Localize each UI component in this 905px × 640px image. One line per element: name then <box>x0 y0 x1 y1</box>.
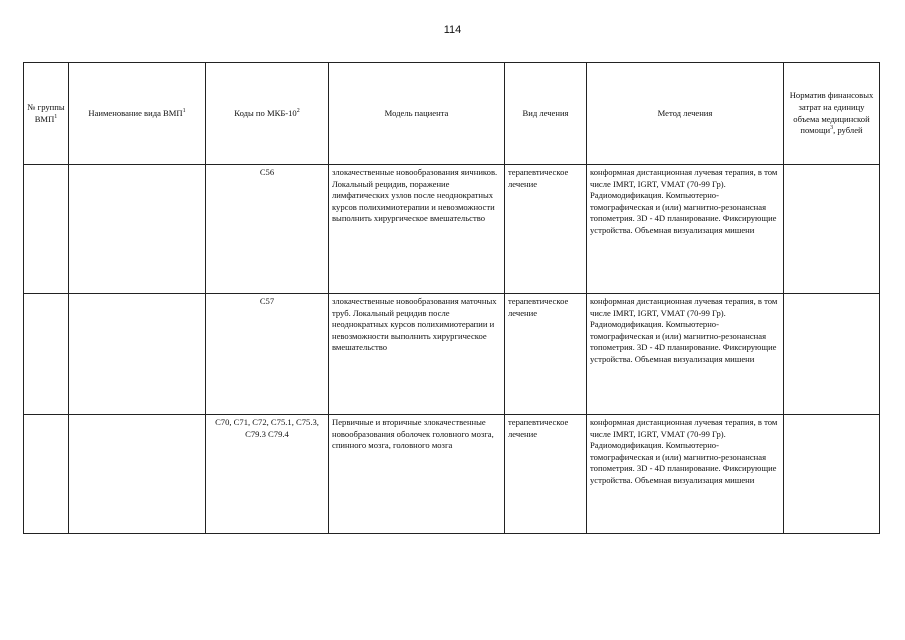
header-group-no: № группы ВМП$^1$ <box>24 63 69 165</box>
cell-treatment-type: терапевтическое лечение <box>505 415 587 534</box>
header-treatment-method: Метод лечения <box>587 63 784 165</box>
cell-vmp-name <box>69 165 206 294</box>
cell-financial-norm <box>784 415 880 534</box>
cell-vmp-name <box>69 415 206 534</box>
cell-treatment-method: конформная дистанционная лучевая терапия, в том числе IMRT, IGRT, VMAT (70-99 Гр). Радиомодификация. Компьютерно-томографическая и (или) магнитно-резонансная топометрия. 3D - 4D планирование. Фиксирующие устройства. Объемная визуализация мишени <box>587 415 784 534</box>
cell-icd-codes: С56 <box>206 165 329 294</box>
cell-patient-model: злокачественные новообразования маточных труб. Локальный рецидив после неоднократных курсов полихимиотерапии и невозможности выполнить хирургическое вмешательство <box>329 294 505 415</box>
vmp-table <box>23 62 880 534</box>
cell-patient-model: злокачественные новообразования яичников. Локальный рецидив, поражение лимфатических узлов после неоднократных курсов полихимиотерапии и невозможности выполнить хирургическое вмешательство <box>329 165 505 294</box>
cell-icd-codes: С70, С71, С72, С75.1, С75.3, С79.3 С79.4 <box>206 415 329 534</box>
table-header-row <box>24 63 880 165</box>
cell-treatment-method: конформная дистанционная лучевая терапия, в том числе IMRT, IGRT, VMAT (70-99 Гр). Радиомодификация. Компьютерно-томографическая и (или) магнитно-резонансная топометрия. 3D - 4D планирование. Фиксирующие устройства. Объемная визуализация мишени <box>587 294 784 415</box>
cell-financial-norm <box>784 294 880 415</box>
header-vmp-name: Наименование вида ВМП$^1$ <box>69 63 206 165</box>
cell-treatment-method: конформная дистанционная лучевая терапия, в том числе IMRT, IGRT, VMAT (70-99 Гр). Радиомодификация. Компьютерно-томографическая и (или) магнитно-резонансная топометрия. 3D - 4D планирование. Фиксирующие устройства. Объемная визуализация мишени <box>587 165 784 294</box>
cell-patient-model: Первичные и вторичные злокачественные новообразования оболочек головного мозга, спинного мозга, головного мозга <box>329 415 505 534</box>
header-treatment-type: Вид лечения <box>505 63 587 165</box>
header-financial-norm: Норматив финансовых затрат на единицу объема медицинской помощи$^3$, рублей <box>784 63 880 165</box>
cell-group-no <box>24 165 69 294</box>
page-number: 114 <box>443 24 462 36</box>
table-row <box>24 294 880 415</box>
table-row <box>24 165 880 294</box>
header-icd-codes: Коды по МКБ-$10^2$ <box>206 63 329 165</box>
cell-group-no <box>24 294 69 415</box>
header-patient-model: Модель пациента <box>329 63 505 165</box>
table-row <box>24 415 880 534</box>
cell-treatment-type: терапевтическое лечение <box>505 294 587 415</box>
cell-financial-norm <box>784 165 880 294</box>
cell-treatment-type: терапевтическое лечение <box>505 165 587 294</box>
cell-vmp-name <box>69 294 206 415</box>
cell-group-no <box>24 415 69 534</box>
cell-icd-codes: С57 <box>206 294 329 415</box>
